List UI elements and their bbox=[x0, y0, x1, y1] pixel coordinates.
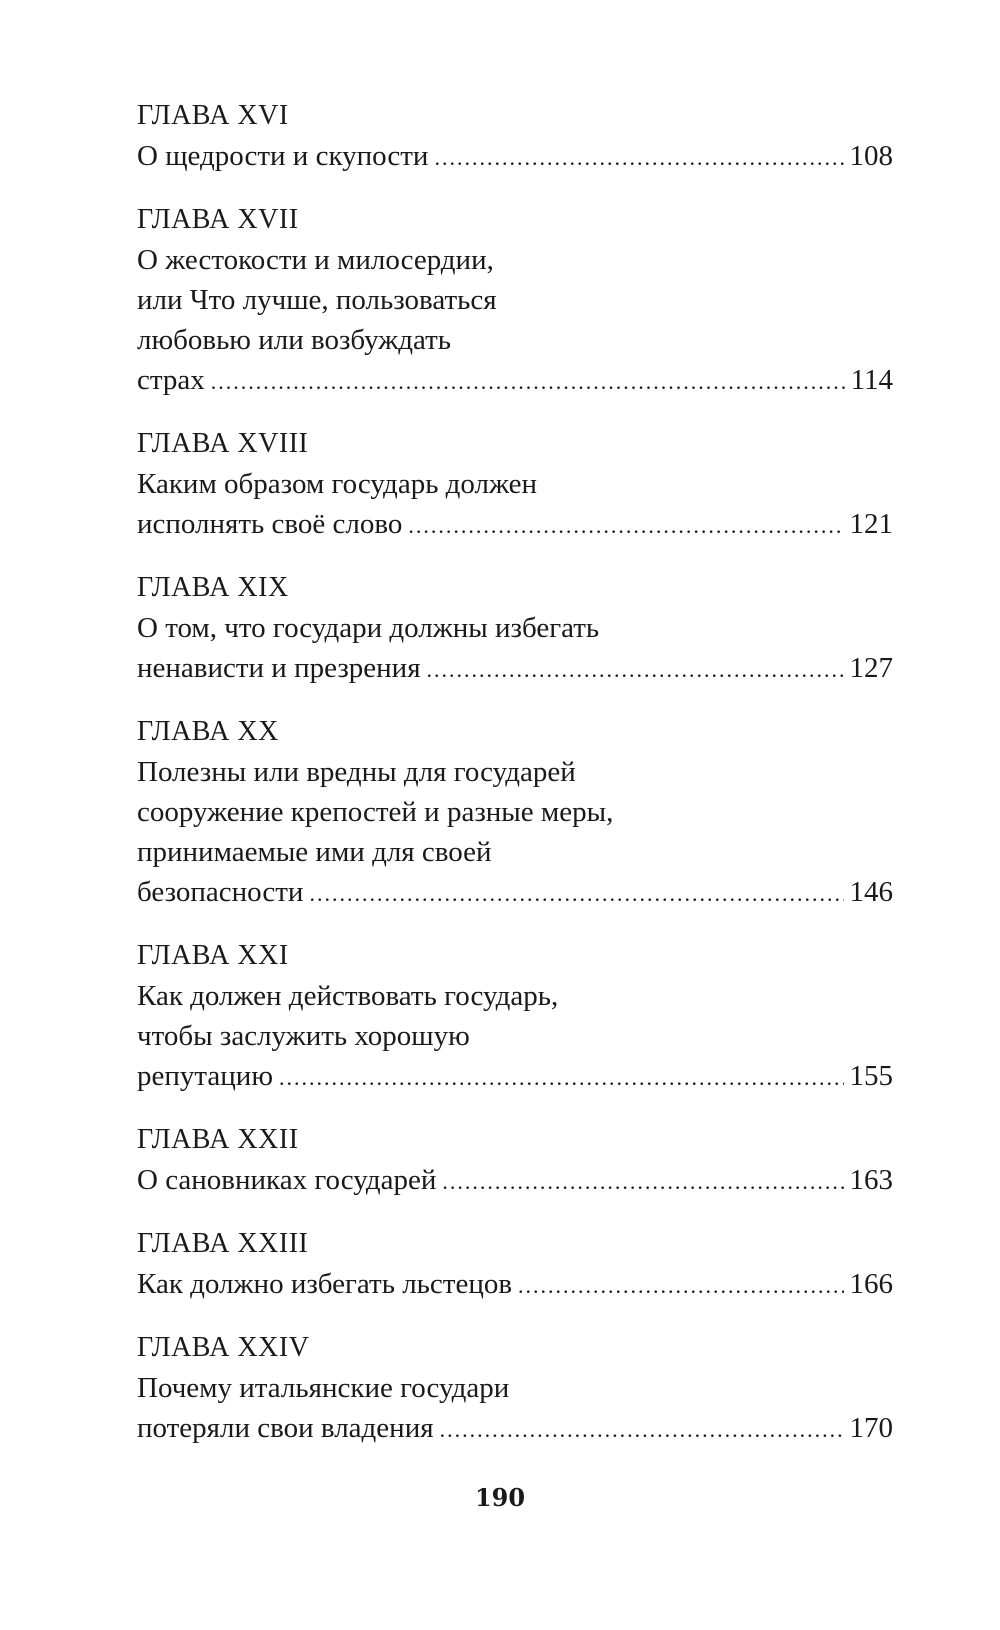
dot-leader bbox=[427, 650, 844, 690]
page-number: 127 bbox=[849, 652, 893, 684]
page-number: 163 bbox=[849, 1164, 893, 1196]
chapter-heading: ГЛАВА XIX bbox=[137, 572, 289, 603]
chapter-title: потеряли свои владения bbox=[137, 1412, 434, 1444]
toc-entry-chapter-18[interactable] bbox=[137, 424, 893, 546]
chapter-heading: ГЛАВА XXIV bbox=[137, 1332, 310, 1363]
chapter-title: О сановниках государей bbox=[137, 1164, 437, 1196]
chapter-title: Как должно избегать льстецов bbox=[137, 1268, 513, 1300]
chapter-title-line: принимаемые ими для своей bbox=[137, 836, 492, 868]
chapter-title-line: Полезны или вредны для государей bbox=[137, 756, 576, 788]
chapter-title-line bbox=[137, 504, 893, 546]
page-number: 170 bbox=[849, 1412, 893, 1444]
chapter-title: безопасности bbox=[137, 876, 304, 908]
chapter-title-line: Почему итальянские государи bbox=[137, 1372, 510, 1404]
chapter-title-line: О жестокости и милосердии, bbox=[137, 244, 494, 276]
chapter-title-line bbox=[137, 136, 893, 178]
dot-leader bbox=[442, 1162, 843, 1202]
toc-entry-chapter-19[interactable] bbox=[137, 568, 893, 690]
chapter-title-line bbox=[137, 1408, 893, 1450]
chapter-title-line: Каким образом государь должен bbox=[137, 468, 538, 500]
page-number: 114 bbox=[850, 364, 893, 396]
chapter-title-line: О том, что государи должны избегать bbox=[137, 612, 600, 644]
chapter-title-line bbox=[137, 1264, 893, 1306]
chapter-title: исполнять своё слово bbox=[137, 508, 403, 540]
chapter-heading: ГЛАВА XVIII bbox=[137, 428, 309, 459]
dot-leader bbox=[434, 138, 843, 178]
page-number: 146 bbox=[849, 876, 893, 908]
dot-leader bbox=[279, 1058, 844, 1098]
chapter-title: страх bbox=[137, 364, 205, 396]
chapter-title: ненависти и презрения bbox=[137, 652, 421, 684]
dot-leader bbox=[211, 362, 845, 402]
page-number: 108 bbox=[849, 140, 893, 172]
toc-entry-chapter-24[interactable] bbox=[137, 1328, 893, 1450]
toc-entry-chapter-21[interactable] bbox=[137, 936, 893, 1098]
chapter-title-line bbox=[137, 360, 893, 402]
chapter-title-line: чтобы заслужить хорошую bbox=[137, 1020, 470, 1052]
chapter-title-line bbox=[137, 1056, 893, 1098]
toc-entry-chapter-17[interactable] bbox=[137, 200, 893, 402]
chapter-title-line: любовью или возбуждать bbox=[137, 324, 452, 356]
chapter-title-line: Как должен действовать государь, bbox=[137, 980, 559, 1012]
chapter-heading: ГЛАВА XXIII bbox=[137, 1228, 309, 1259]
page-number: 166 bbox=[849, 1268, 893, 1300]
chapter-heading: ГЛАВА XXI bbox=[137, 940, 289, 971]
page-number: 121 bbox=[849, 508, 893, 540]
chapter-title-line: или Что лучше, пользоваться bbox=[137, 284, 497, 316]
toc-entry-chapter-20[interactable] bbox=[137, 712, 893, 914]
chapter-title-line bbox=[137, 1160, 893, 1202]
chapter-heading: ГЛАВА XVII bbox=[137, 204, 299, 235]
chapter-title-line bbox=[137, 872, 893, 914]
chapter-title-line: сооружение крепостей и разные меры, bbox=[137, 796, 614, 828]
dot-leader bbox=[408, 506, 843, 546]
chapter-title: О щедрости и скупости bbox=[137, 140, 429, 172]
toc-entry-chapter-22[interactable] bbox=[137, 1120, 893, 1202]
dot-leader bbox=[440, 1410, 844, 1450]
toc-entry-chapter-16[interactable] bbox=[137, 96, 893, 178]
page-number: 155 bbox=[849, 1060, 893, 1092]
chapter-heading: ГЛАВА XX bbox=[137, 716, 279, 747]
chapter-title: репутацию bbox=[137, 1060, 273, 1092]
table-of-contents bbox=[137, 96, 893, 1450]
page-folio-number: 190 bbox=[474, 1483, 526, 1512]
chapter-heading: ГЛАВА XXII bbox=[137, 1124, 299, 1155]
dot-leader bbox=[309, 874, 843, 914]
dot-leader bbox=[518, 1266, 843, 1306]
chapter-title-line bbox=[137, 648, 893, 690]
toc-entry-chapter-23[interactable] bbox=[137, 1224, 893, 1306]
chapter-heading: ГЛАВА XVI bbox=[137, 100, 289, 131]
